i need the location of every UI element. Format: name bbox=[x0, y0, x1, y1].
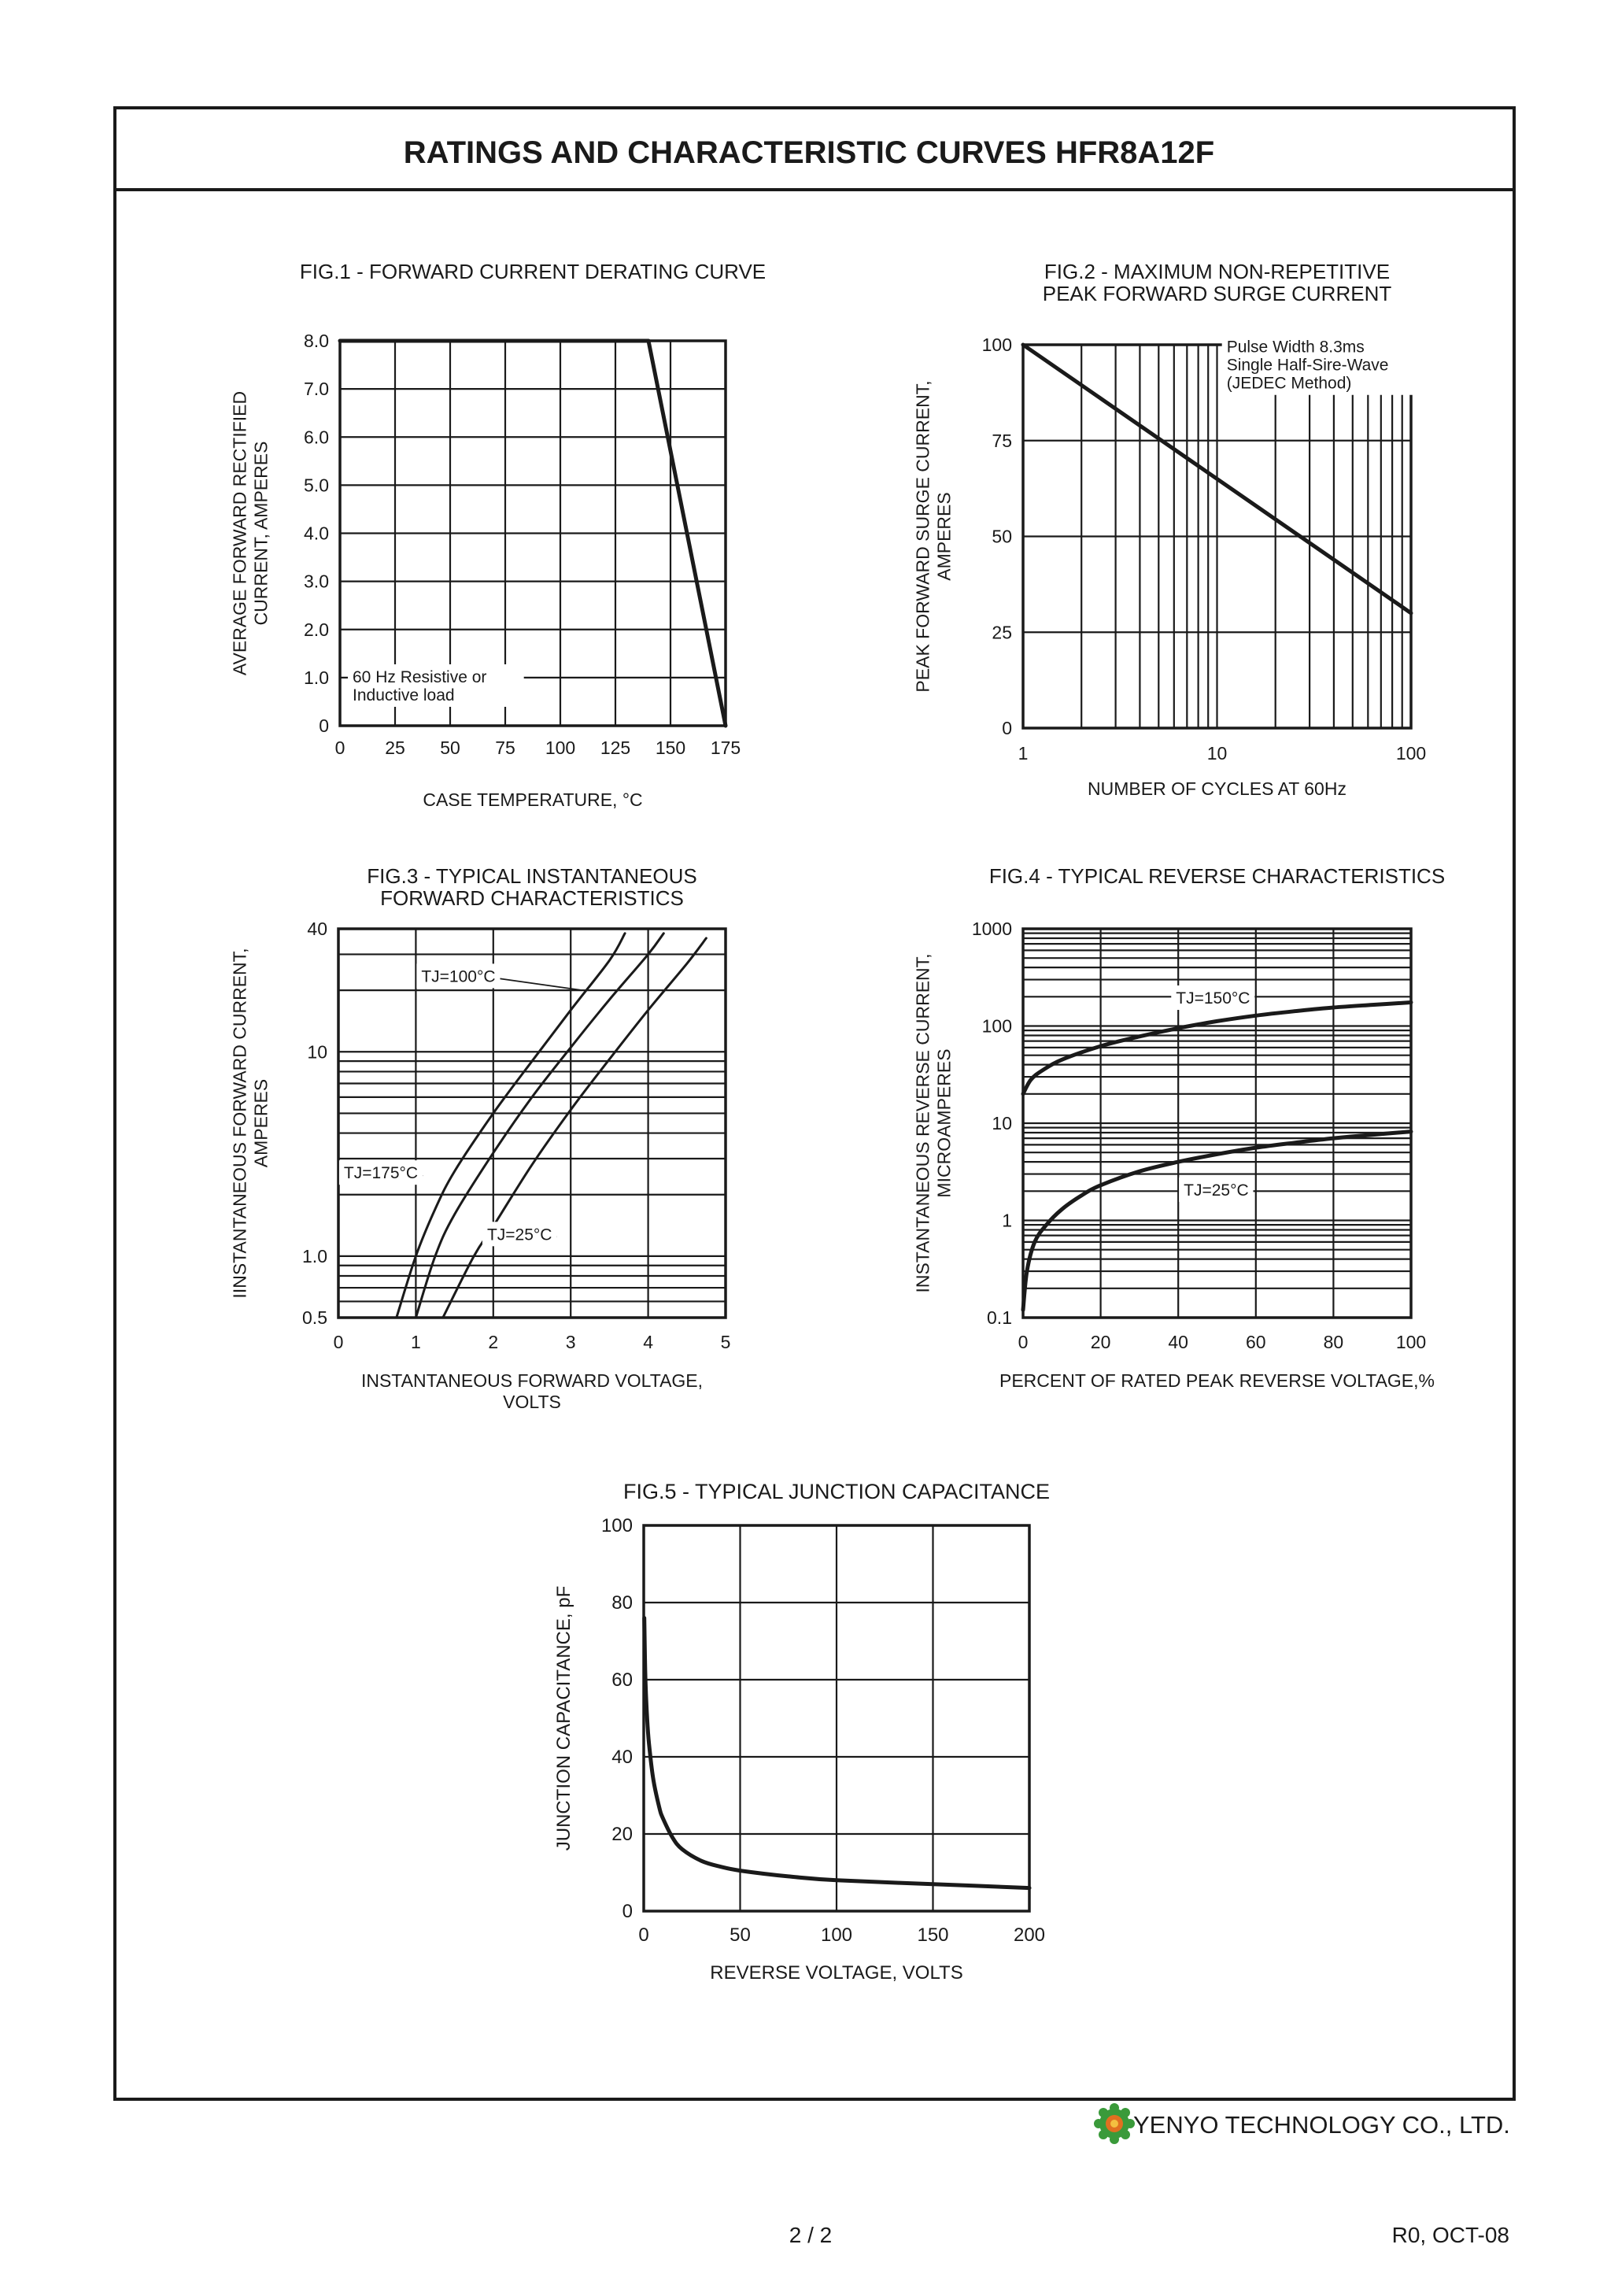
fig5-ytick-label: 0 bbox=[622, 1901, 633, 1922]
fig1-ytick-label: 0 bbox=[319, 715, 329, 736]
fig3-chart bbox=[230, 864, 731, 1412]
fig2-title: PEAK FORWARD SURGE CURRENT bbox=[1042, 282, 1392, 305]
fig3-ylabel: IINSTANTANEOUS FORWARD CURRENT, bbox=[229, 948, 250, 1299]
fig2-annotation-text: Single Half-Sire-Wave bbox=[1226, 356, 1389, 375]
fig3-xtick-label: 5 bbox=[720, 1332, 731, 1352]
fig3-ytick-label: 40 bbox=[307, 919, 327, 939]
fig5-ytick-label: 100 bbox=[600, 1515, 633, 1536]
fig1-annotation-text: 60 Hz Resistive or bbox=[353, 667, 487, 686]
fig1-ytick-label: 8.0 bbox=[304, 331, 329, 351]
fig4-ytick-label: 0.1 bbox=[987, 1307, 1012, 1328]
fig2-annotation-text: (JEDEC Method) bbox=[1226, 374, 1352, 393]
fig1-ytick-label: 2.0 bbox=[304, 619, 329, 640]
fig2-ytick-label: 100 bbox=[981, 335, 1012, 355]
fig2-ylabel: PEAK FORWARD SURGE CURRENT, bbox=[912, 380, 933, 693]
fig2-annotation-text: Pulse Width 8.3ms bbox=[1226, 338, 1365, 357]
fig4-xtick-label: 20 bbox=[1090, 1332, 1111, 1352]
fig1-ytick-label: 5.0 bbox=[304, 475, 329, 496]
fig3-annotation-text: TJ=25°C bbox=[486, 1226, 552, 1244]
fig5-ytick-label: 20 bbox=[611, 1824, 633, 1845]
fig5-xtick-label: 100 bbox=[820, 1924, 853, 1946]
fig5-grid bbox=[644, 1525, 1029, 1911]
fig5-xtick-label: 50 bbox=[730, 1924, 751, 1946]
fig3-title: FORWARD CHARACTERISTICS bbox=[380, 886, 684, 910]
fig3-xtick-label: 1 bbox=[411, 1332, 421, 1352]
fig2-ytick-label: 0 bbox=[1002, 718, 1012, 738]
fig1-ytick-label: 7.0 bbox=[304, 379, 329, 400]
fig1-ytick-label: 6.0 bbox=[304, 427, 329, 448]
fig5-ytick-label: 60 bbox=[611, 1669, 633, 1691]
fig1-ylabel: AVERAGE FORWARD RECTIFIED bbox=[229, 390, 250, 676]
fig1-xtick-label: 125 bbox=[600, 738, 631, 758]
fig4-chart bbox=[913, 864, 1446, 1391]
fig5-chart bbox=[553, 1480, 1050, 1984]
revision-label: R0, OCT-08 bbox=[1391, 2223, 1509, 2247]
fig1-xtick-label: 150 bbox=[655, 738, 686, 758]
outer-frame bbox=[115, 108, 1514, 2099]
fig3-title: FIG.3 - TYPICAL INSTANTANEOUS bbox=[367, 864, 697, 888]
fig5-xlabel: REVERSE VOLTAGE, VOLTS bbox=[710, 1962, 963, 1984]
fig1-xtick-label: 25 bbox=[385, 738, 405, 758]
fig4-xlabel: PERCENT OF RATED PEAK REVERSE VOLTAGE,% bbox=[999, 1370, 1435, 1391]
fig4-ylabel: MICROAMPERES bbox=[933, 1048, 955, 1198]
fig5-xtick-label: 150 bbox=[917, 1924, 949, 1946]
fig5-ylabel: JUNCTION CAPACITANCE, pF bbox=[553, 1585, 574, 1851]
company-logo bbox=[1094, 2103, 1135, 2144]
fig5-title: FIG.5 - TYPICAL JUNCTION CAPACITANCE bbox=[622, 1480, 1051, 1503]
fig1-xtick-label: 50 bbox=[440, 738, 460, 758]
fig3-xtick-label: 3 bbox=[565, 1332, 576, 1352]
company-name: YENYO TECHNOLOGY CO., LTD. bbox=[1133, 2111, 1510, 2139]
fig4-xtick-label: 100 bbox=[1395, 1332, 1427, 1352]
fig4-annotation-text: TJ=150°C bbox=[1176, 989, 1250, 1008]
page-title: RATINGS AND CHARACTERISTIC CURVES HFR8A12F bbox=[403, 135, 1215, 170]
fig1-ytick-label: 3.0 bbox=[304, 571, 329, 592]
fig1-ylabel: CURRENT, AMPERES bbox=[250, 441, 272, 626]
fig2-ytick-label: 75 bbox=[992, 430, 1012, 451]
fig1-chart bbox=[230, 260, 767, 810]
fig4-title: FIG.4 - TYPICAL REVERSE CHARACTERISTICS bbox=[988, 864, 1446, 888]
page-number: 2 / 2 bbox=[789, 2223, 833, 2247]
fig5-xtick-label: 200 bbox=[1013, 1924, 1046, 1946]
fig3-ylabel: AMPERES bbox=[250, 1078, 272, 1168]
fig3-xtick-label: 4 bbox=[643, 1332, 653, 1352]
fig2-ylabel: AMPERES bbox=[933, 492, 955, 581]
fig4-xtick-label: 0 bbox=[1018, 1332, 1029, 1352]
fig4-annotation-text: TJ=25°C bbox=[1184, 1181, 1249, 1200]
fig1-annotation-text: Inductive load bbox=[353, 686, 455, 704]
fig3-ytick-label: 1.0 bbox=[302, 1245, 327, 1266]
fig2-xtick-label: 10 bbox=[1206, 743, 1228, 763]
fig1-xtick-label: 100 bbox=[545, 738, 576, 758]
fig2-grid bbox=[1023, 345, 1411, 728]
fig1-title: FIG.1 - FORWARD CURRENT DERATING CURVE bbox=[299, 260, 767, 283]
fig4-ytick-label: 100 bbox=[981, 1015, 1012, 1037]
fig4-ytick-label: 1 bbox=[1002, 1210, 1012, 1231]
fig5-xtick-label: 0 bbox=[638, 1924, 649, 1946]
fig1-xtick-label: 75 bbox=[495, 738, 515, 758]
fig1-xtick-label: 175 bbox=[710, 738, 741, 758]
fig4-ytick-label: 1000 bbox=[971, 919, 1012, 939]
fig2-title: FIG.2 - MAXIMUM NON-REPETITIVE bbox=[1044, 260, 1391, 283]
fig3-xtick-label: 0 bbox=[333, 1332, 344, 1352]
fig2-chart bbox=[913, 260, 1427, 799]
fig2-xlabel: NUMBER OF CYCLES AT 60Hz bbox=[1088, 778, 1346, 799]
fig4-ytick-label: 10 bbox=[992, 1113, 1012, 1133]
fig4-xtick-label: 60 bbox=[1246, 1332, 1266, 1352]
fig1-xlabel: CASE TEMPERATURE, °C bbox=[423, 789, 643, 810]
fig4-ylabel: INSTANTANEOUS REVERSE CURRENT, bbox=[912, 953, 933, 1293]
fig1-xtick-label: 0 bbox=[334, 738, 345, 758]
fig3-xlabel: VOLTS bbox=[503, 1392, 561, 1412]
fig2-xtick-label: 1 bbox=[1018, 743, 1029, 763]
fig1-ytick-label: 1.0 bbox=[304, 667, 329, 688]
fig1-ytick-label: 4.0 bbox=[304, 523, 329, 544]
fig2-xtick-label: 100 bbox=[1395, 743, 1427, 763]
fig2-ytick-label: 50 bbox=[992, 526, 1012, 547]
fig2-ytick-label: 25 bbox=[992, 622, 1012, 643]
flower-gear-icon bbox=[1094, 2103, 1135, 2144]
fig3-xtick-label: 2 bbox=[488, 1332, 499, 1352]
fig3-ytick-label: 0.5 bbox=[302, 1307, 327, 1328]
fig5-ytick-label: 80 bbox=[611, 1592, 633, 1614]
fig4-xtick-label: 40 bbox=[1168, 1332, 1188, 1352]
fig3-annotation-text: TJ=175°C bbox=[343, 1164, 419, 1183]
fig3-xlabel: INSTANTANEOUS FORWARD VOLTAGE, bbox=[360, 1370, 704, 1391]
fig3-ytick-label: 10 bbox=[307, 1041, 327, 1063]
fig4-xtick-label: 80 bbox=[1323, 1332, 1344, 1352]
fig3-annotation-text: TJ=100°C bbox=[421, 967, 496, 986]
fig5-ytick-label: 40 bbox=[611, 1747, 633, 1768]
